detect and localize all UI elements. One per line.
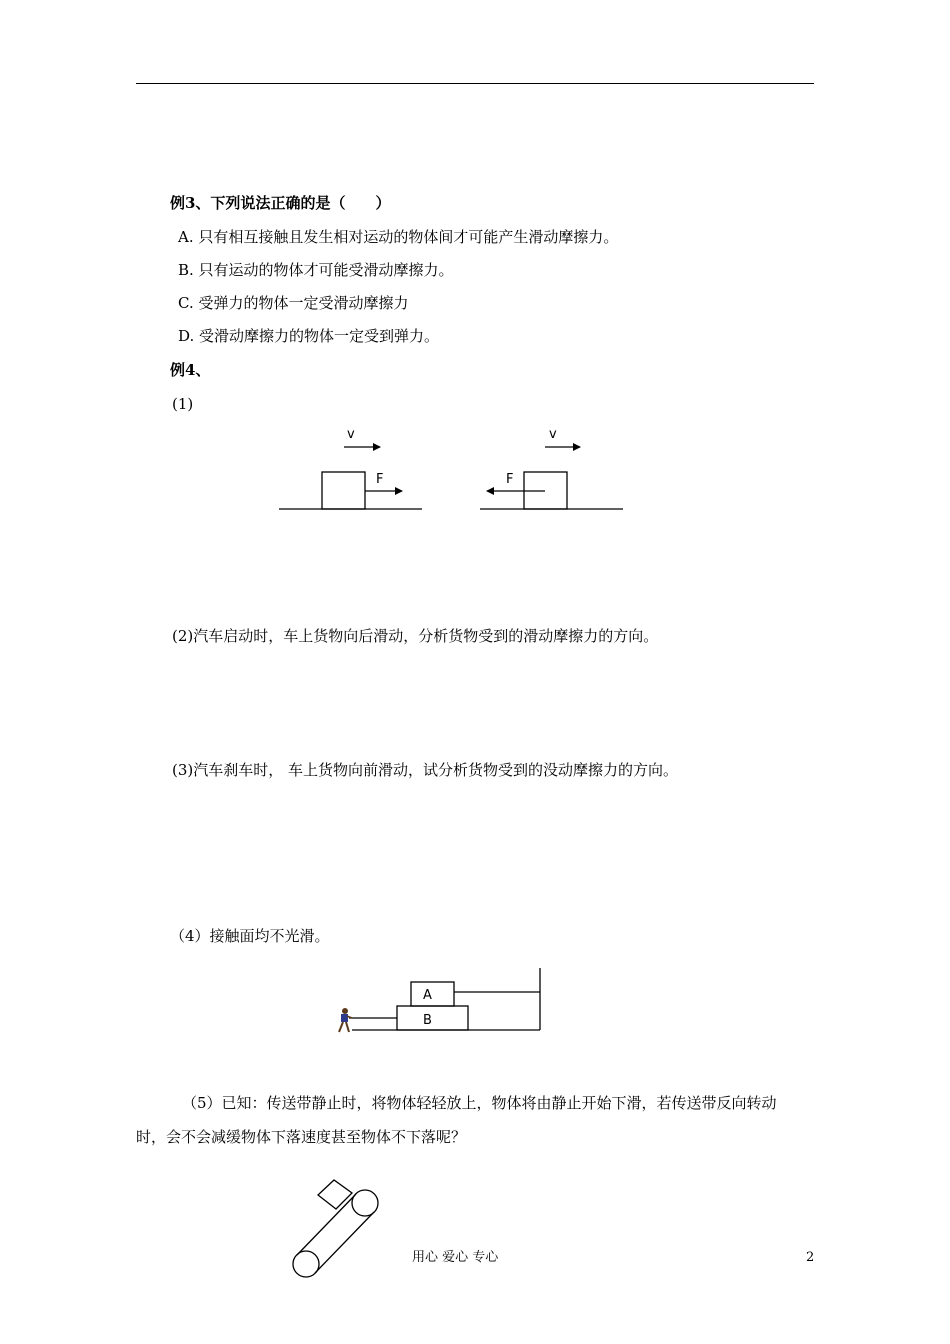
force-label-left: F	[376, 472, 384, 487]
force-label-right: F	[506, 472, 514, 487]
part-4-text: （4）接触面均不光滑。	[170, 927, 330, 945]
example-3-title: 例3、下列说法正确的是（ ）	[170, 194, 391, 212]
example-4-title: 例4、	[170, 361, 211, 379]
option-c: C. 受弹力的物体一定受滑动摩擦力	[178, 294, 409, 312]
option-a: A. 只有相互接触且发生相对运动的物体间才可能产生滑动摩擦力。	[178, 228, 619, 246]
part-1-label: (1)	[172, 395, 194, 413]
option-d: D. 受滑动摩擦力的物体一定受到弹力。	[178, 327, 440, 345]
block-a-label: A	[423, 988, 432, 1003]
block-b-label: B	[423, 1013, 432, 1028]
part-5-line-1: （5）已知：传送带静止时，将物体轻轻放上，物体将由静止开始下滑，若传送带反向转动	[182, 1094, 777, 1112]
block-on-belt	[318, 1180, 352, 1209]
page-number: 2	[806, 1250, 815, 1265]
belt-bottom	[315, 1212, 374, 1273]
belt-top	[297, 1194, 356, 1255]
part-5-line-2: 时，会不会减缓物体下落速度甚至物体不下落呢？	[136, 1128, 467, 1146]
option-b: B. 只有运动的物体才可能受滑动摩擦力。	[178, 261, 454, 279]
velocity-label-left: v	[347, 427, 355, 442]
part-3-text: (3)汽车刹车时， 车上货物向前滑动，试分析货物受到的没动摩擦力的方向。	[172, 761, 679, 779]
footer-motto: 用心 爱心 专心	[412, 1250, 499, 1265]
velocity-label-right: v	[549, 427, 557, 442]
part-2-text: (2)汽车启动时，车上货物向后滑动，分析货物受到的滑动摩擦力的方向。	[172, 627, 659, 645]
